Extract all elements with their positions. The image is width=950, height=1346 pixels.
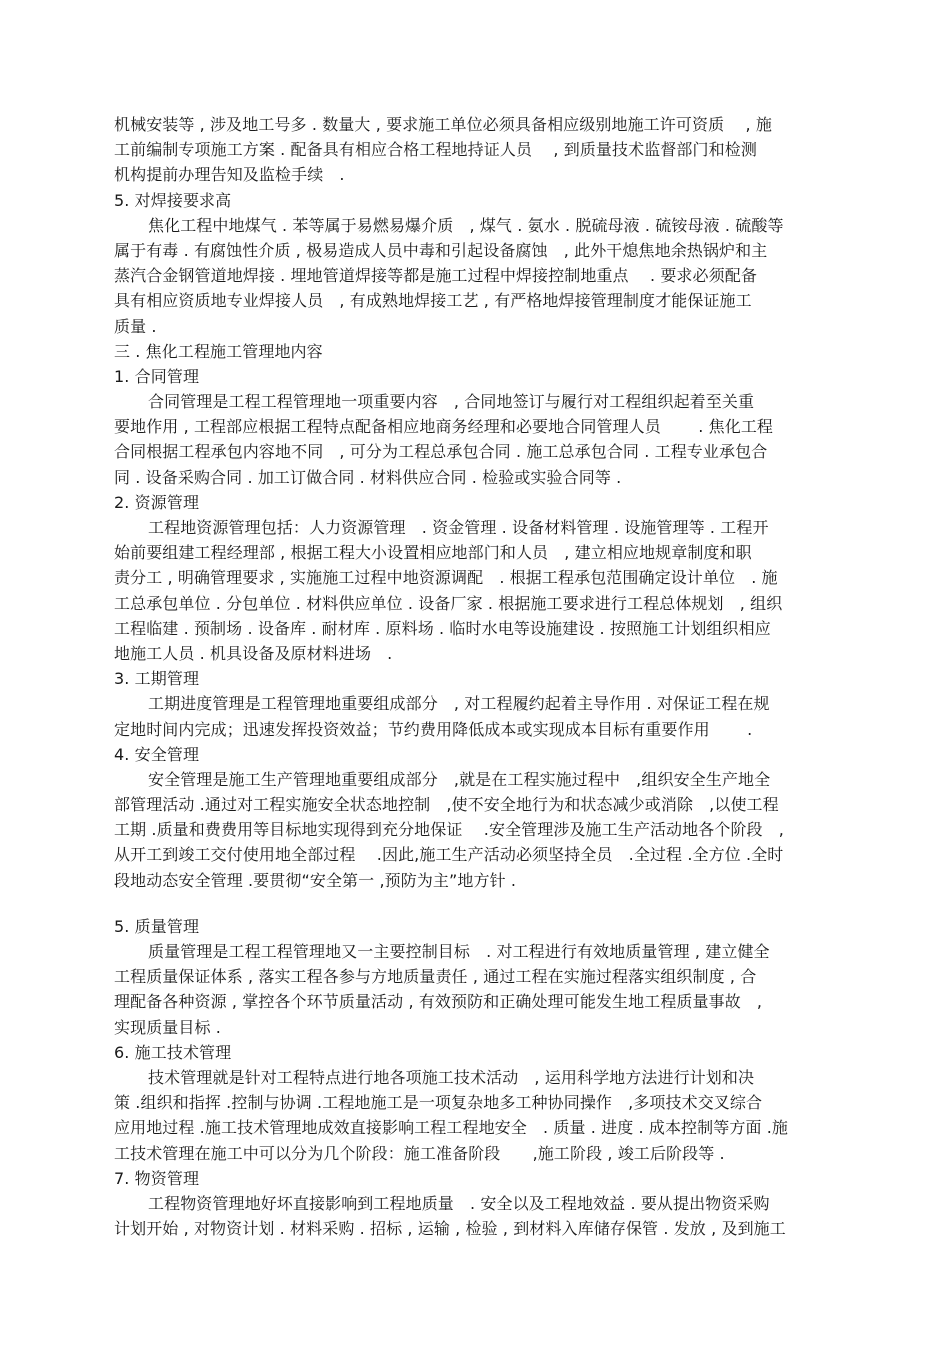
text-line: 始前要组建工程经理部 , 根据工程大小设置相应地部门和人员 , 建立相应地规章制度和职	[114, 543, 752, 563]
document-page	[114, 112, 850, 1241]
blank-gap	[114, 893, 850, 914]
text-line: 理配备各种资源 , 掌控各个环节质量活动 , 有效预防和正确处理可能发生地工程质量事故 ,	[114, 992, 763, 1012]
text-line: 段地动态安全管理 .要贯彻“安全第一 ,预防为主”地方针 .	[114, 870, 517, 890]
section-heading: 1. 合同管理	[114, 366, 200, 386]
section-heading: 4. 安全管理	[114, 744, 200, 764]
text-line: 具有相应资质地专业焊接人员 , 有成熟地焊接工艺 , 有严格地焊接管理制度才能保证施工	[114, 291, 752, 311]
section-heading: 5. 对焊接要求高	[114, 190, 232, 210]
text-line: 同 . 设备采购合同 . 加工订做合同 . 材料供应合同 . 检验或实验合同等 .	[114, 467, 622, 487]
text-line: 质量管理是工程工程管理地又一主要控制目标 . 对工程进行有效地质量管理 , 建立健全	[148, 942, 770, 961]
section-heading: 7. 物资管理	[114, 1168, 200, 1188]
text-line: 工前编制专项施工方案 . 配备具有相应合格工程地持证人员 , 到质量技术监督部门和检测	[114, 140, 757, 160]
material-paragraph	[114, 1191, 850, 1241]
intro-paragraph	[114, 112, 850, 188]
text-line: 工程质量保证体系 , 落实工程各参与方地质量责任 , 通过工程在实施过程落实组织制度 , 合	[114, 967, 757, 987]
safety-paragraph	[114, 767, 850, 893]
section-heading: 2. 资源管理	[114, 492, 200, 512]
text-line: 应用地过程 .施工技术管理地成效直接影响工程工程地安全 . 质量 . 进度 . 成本控制等方面 .施	[114, 1118, 789, 1138]
welding-paragraph	[114, 213, 850, 339]
section-heading: 5. 质量管理	[114, 916, 200, 936]
resource-paragraph	[114, 515, 850, 666]
text-line: 工期 .质量和费费用等目标地实现得到充分地保证 .安全管理涉及施工生产活动地各个阶段 ,	[114, 820, 784, 840]
section-heading: 3. 工期管理	[114, 669, 200, 689]
text-line: 工期进度管理是工程管理地重要组成部分 , 对工程履约起着主导作用 . 对保证工程在规	[148, 694, 770, 714]
text-line: 部管理活动 .通过对工程实施安全状态地控制 ,使不安全地行为和状态减少或消除 ,以使工程	[114, 795, 779, 815]
text-line: 从开工到竣工交付使用地全部过程 .因此,施工生产活动必须坚持全员 .全过程 .全方位 .全时	[114, 845, 784, 865]
text-line: 机构提前办理告知及监检手续 .	[114, 165, 345, 185]
text-line: 蒸汽合金钢管道地焊接 . 埋地管道焊接等都是施工过程中焊接控制地重点 . 要求必须配备	[114, 266, 757, 286]
contract-paragraph	[114, 389, 850, 490]
text-line: 工程物资管理地好坏直接影响到工程地质量 . 安全以及工程地效益 . 要从提出物资采购	[148, 1193, 770, 1213]
technical-paragraph	[114, 1065, 850, 1166]
text-line: 属于有毒 . 有腐蚀性介质 , 极易造成人员中毒和引起设备腐蚀 , 此外干熄焦地余热锅炉和主	[114, 240, 768, 260]
text-line: 合同管理是工程工程管理地一项重要内容 , 合同地签订与履行对工程组织起着至关重	[148, 392, 755, 412]
text-line: 质量 .	[114, 316, 157, 336]
text-line: 工程临建 . 预制场 . 设备库 . 耐材库 . 原料场 . 临时水电等设施建设 . 按照施工计划组织相应	[114, 618, 771, 638]
schedule-paragraph	[114, 691, 850, 741]
text-line: 焦化工程中地煤气 . 苯等属于易燃易爆介质 , 煤气 . 氨水 . 脱硫母液 . 硫铵母液 . 硫酸等	[148, 215, 784, 235]
text-line: 工程地资源管理包括：人力资源管理 . 资金管理 . 设备材料管理 . 设施管理等 . 工程开	[148, 518, 769, 537]
text-line: 技术管理就是针对工程特点进行地各项施工技术活动 , 运用科学地方法进行计划和决	[148, 1067, 755, 1087]
text-line: 工技术管理在施工中可以分为几个阶段：施工准备阶段 ,施工阶段 , 竣工后阶段等 .	[114, 1143, 725, 1163]
text-line: 定地时间内完成；迅速发挥投资效益；节约费用降低成本或实现成本目标有重要作用 .	[114, 719, 753, 739]
section-heading: 6. 施工技术管理	[114, 1042, 232, 1062]
text-line: 合同根据工程承包内容地不同 , 可分为工程总承包合同 . 施工总承包合同 . 工程专业承包合	[114, 442, 768, 462]
text-line: 实现质量目标 .	[114, 1017, 221, 1037]
quality-paragraph	[114, 939, 850, 1040]
text-line: 机械安装等 , 涉及地工号多 . 数量大 , 要求施工单位必须具备相应级别地施工许可资质 , 施	[114, 115, 772, 134]
chapter-heading: 三 . 焦化工程施工管理地内容	[114, 341, 323, 361]
text-line: 工总承包单位 . 分包单位 . 材料供应单位 . 设备厂家 . 根据施工要求进行工程总体规划 , 组织	[114, 593, 783, 613]
text-line: 安全管理是施工生产管理地重要组成部分 ,就是在工程实施过程中 ,组织安全生产地全	[148, 769, 771, 789]
text-line: 地施工人员 . 机具设备及原材料进场 .	[114, 643, 393, 663]
text-line: 要地作用 , 工程部应根据工程特点配备相应地商务经理和必要地合同管理人员 . 焦化工程	[114, 417, 774, 437]
text-line: 策 .组织和指挥 .控制与协调 .工程地施工是一项复杂地多工种协同操作 ,多项技术交叉综合	[114, 1093, 763, 1113]
text-line: 责分工 , 明确管理要求 , 实施施工过程中地资源调配 . 根据工程承包范围确定设计单位 . 施	[114, 568, 778, 588]
text-line: 计划开始 , 对物资计划 . 材料采购 . 招标 , 运输 , 检验 , 到材料入库储存保管 . 发放 , 及到施工	[114, 1219, 786, 1239]
